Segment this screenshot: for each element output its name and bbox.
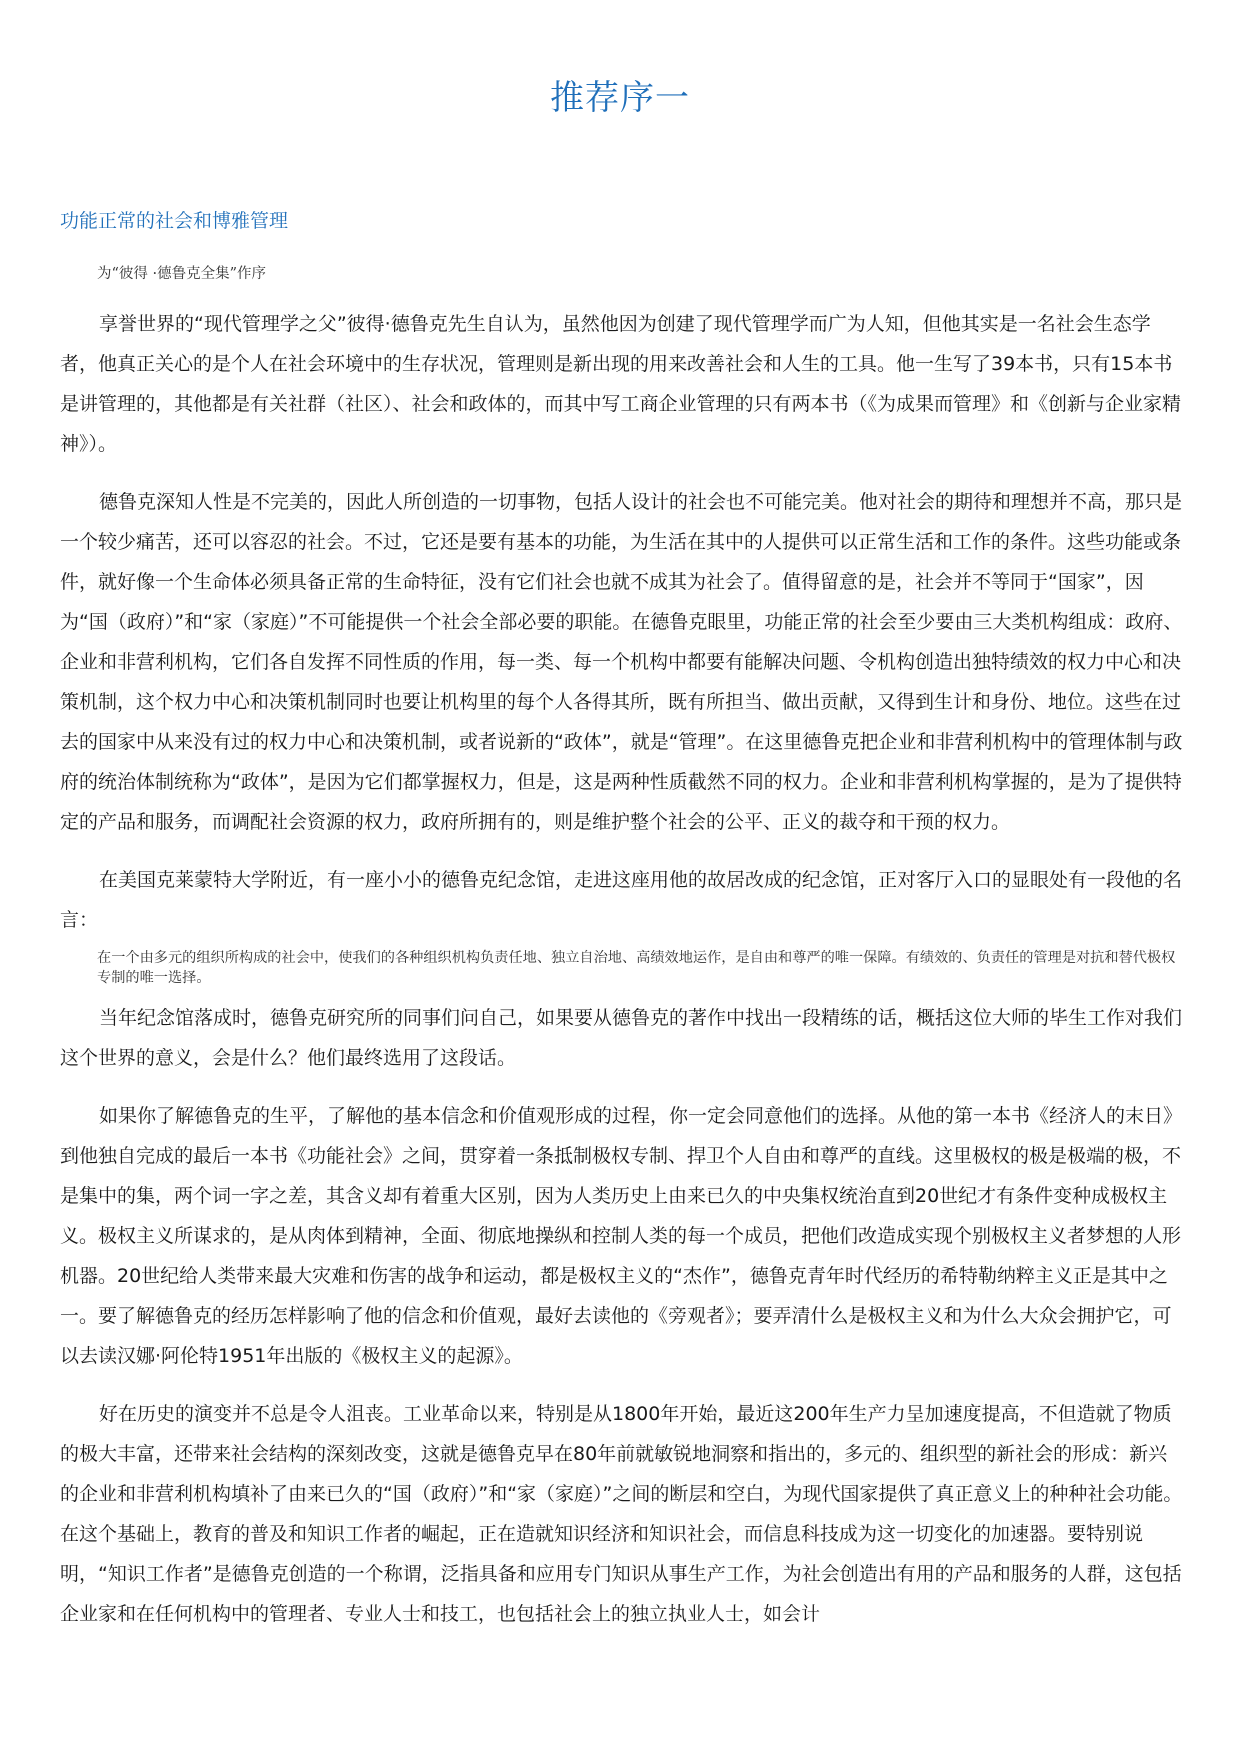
block-quote: 在一个由多元的组织所构成的社会中，使我们的各种组织机构负责任地、独立自治地、高绩效地运作，是自由和尊严的唯一保障。有绩效的、负责任的管理是对抗和替代极权专制的唯一选择。: [97, 950, 1176, 986]
dedication-line: 为“彼得 ·德鲁克全集”作序: [97, 266, 267, 282]
paragraph-1: 享誉世界的“现代管理学之父”彼得·德鲁克先生自认为，虽然他因为创建了现代管理学而广为人知，但他其实是一名社会生态学者，他真正关心的是个人在社会环境中的生存状况，管理则是新出现的用来改善社会和人生的工具。他一生写了39本书，只有15本书是讲管理的，其他都是有关社群（社区）、社会和政体的，而其中写工商企业管理的只有两本书（《为成果而管理》和《创新与企业家精神》）。: [60, 313, 1182, 455]
paragraph-2: 德鲁克深知人性是不完美的，因此人所创造的一切事物，包括人设计的社会也不可能完美。他对社会的期待和理想并不高，那只是一个较少痛苦，还可以容忍的社会。不过，它还是要有基本的功能，为生活在其中的人提供可以正常生活和工作的条件。这些功能或条件，就好像一个生命体必须具备正常的生命特征，没有它们社会也就不成其为社会了。值得留意的是，社会并不等同于“国家”，因为“国（政府）”和“家（家庭）”不可能提供一个社会全部必要的职能。在德鲁克眼里，功能正常的社会至少要由三大类机构组成：政府、企业和非营利机构，它们各自发挥不同性质的作用，每一类、每一个机构中都要有能解决问题、令机构创造出独特绩效的权力中心和决策机制，这个权力中心和决策机制同时也要让机构里的每个人各得其所，既有所担当、做出贡献，又得到生计和身份、地位。这些在过去的国家中从来没有过的权力中心和决策机制，或者说新的“政体”，就是“管理”。在这里德鲁克把企业和非营利机构中的管理体制与政府的统治体制统称为“政体”，是因为它们都掌握权力，但是，这是两种性质截然不同的权力。企业和非营利机构掌握的，是为了提供特定的产品和服务，而调配社会资源的权力，政府所拥有的，则是维护整个社会的公平、正义的裁夺和干预的权力。: [60, 491, 1183, 833]
paragraph-5: 如果你了解德鲁克的生平，了解他的基本信念和价值观形成的过程，你一定会同意他们的选择。从他的第一本书《经济人的末日》到他独自完成的最后一本书《功能社会》之间，贯穿着一条抵制极权专制、捍卫个人自由和尊严的直线。这里极权的极是极端的极，不是集中的集，两个词一字之差，其含义却有着重大区别，因为人类历史上由来已久的中央集权统治直到20世纪才有条件变种成极权主义。极权主义所谋求的，是从肉体到精神，全面、彻底地操纵和控制人类的每一个成员，把他们改造成实现个别极权主义者梦想的人形机器。20世纪给人类带来最大灾难和伤害的战争和运动，都是极权主义的“杰作”，德鲁克青年时代经历的希特勒纳粹主义正是其中之一。要了解德鲁克的经历怎样影响了他的信念和价值观，最好去读他的《旁观者》；要弄清什么是极权主义和为什么大众会拥护它，可以去读汉娜·阿伦特1951年出版的《极权主义的起源》。: [60, 1105, 1183, 1367]
paragraph-6: 好在历史的演变并不总是令人沮丧。工业革命以来，特别是从1800年开始，最近这200年生产力呈加速度提高，不但造就了物质的极大丰富，还带来社会结构的深刻改变，这就是德鲁克早在80年前就敏锐地洞察和指出的，多元的、组织型的新社会的形成：新兴的企业和非营利机构填补了由来已久的“国（政府）”和“家（家庭）”之间的断层和空白，为现代国家提供了真正意义上的种种社会功能。在这个基础上，教育的普及和知识工作者的崛起，正在造就知识经济和知识社会，而信息科技成为这一切变化的加速器。要特别说明，“知识工作者”是德鲁克创造的一个称谓，泛指具备和应用专门知识从事生产工作，为社会创造出有用的产品和服务的人群，这包括企业家和在任何机构中的管理者、专业人士和技工，也包括社会上的独立执业人士，如会计: [60, 1403, 1183, 1625]
paragraph-3: 在美国克莱蒙特大学附近，有一座小小的德鲁克纪念馆，走进这座用他的故居改成的纪念馆，正对客厅入口的显眼处有一段他的名言：: [60, 869, 1183, 931]
section-subtitle: 功能正常的社会和博雅管理: [60, 210, 289, 232]
paragraph-4: 当年纪念馆落成时，德鲁克研究所的同事们问自己，如果要从德鲁克的著作中找出一段精练的话，概括这位大师的毕生工作对我们这个世界的意义，会是什么？他们最终选用了这段话。: [60, 1007, 1183, 1069]
body-text: [60, 304, 1184, 1634]
page-title: 推荐序一: [550, 78, 690, 118]
